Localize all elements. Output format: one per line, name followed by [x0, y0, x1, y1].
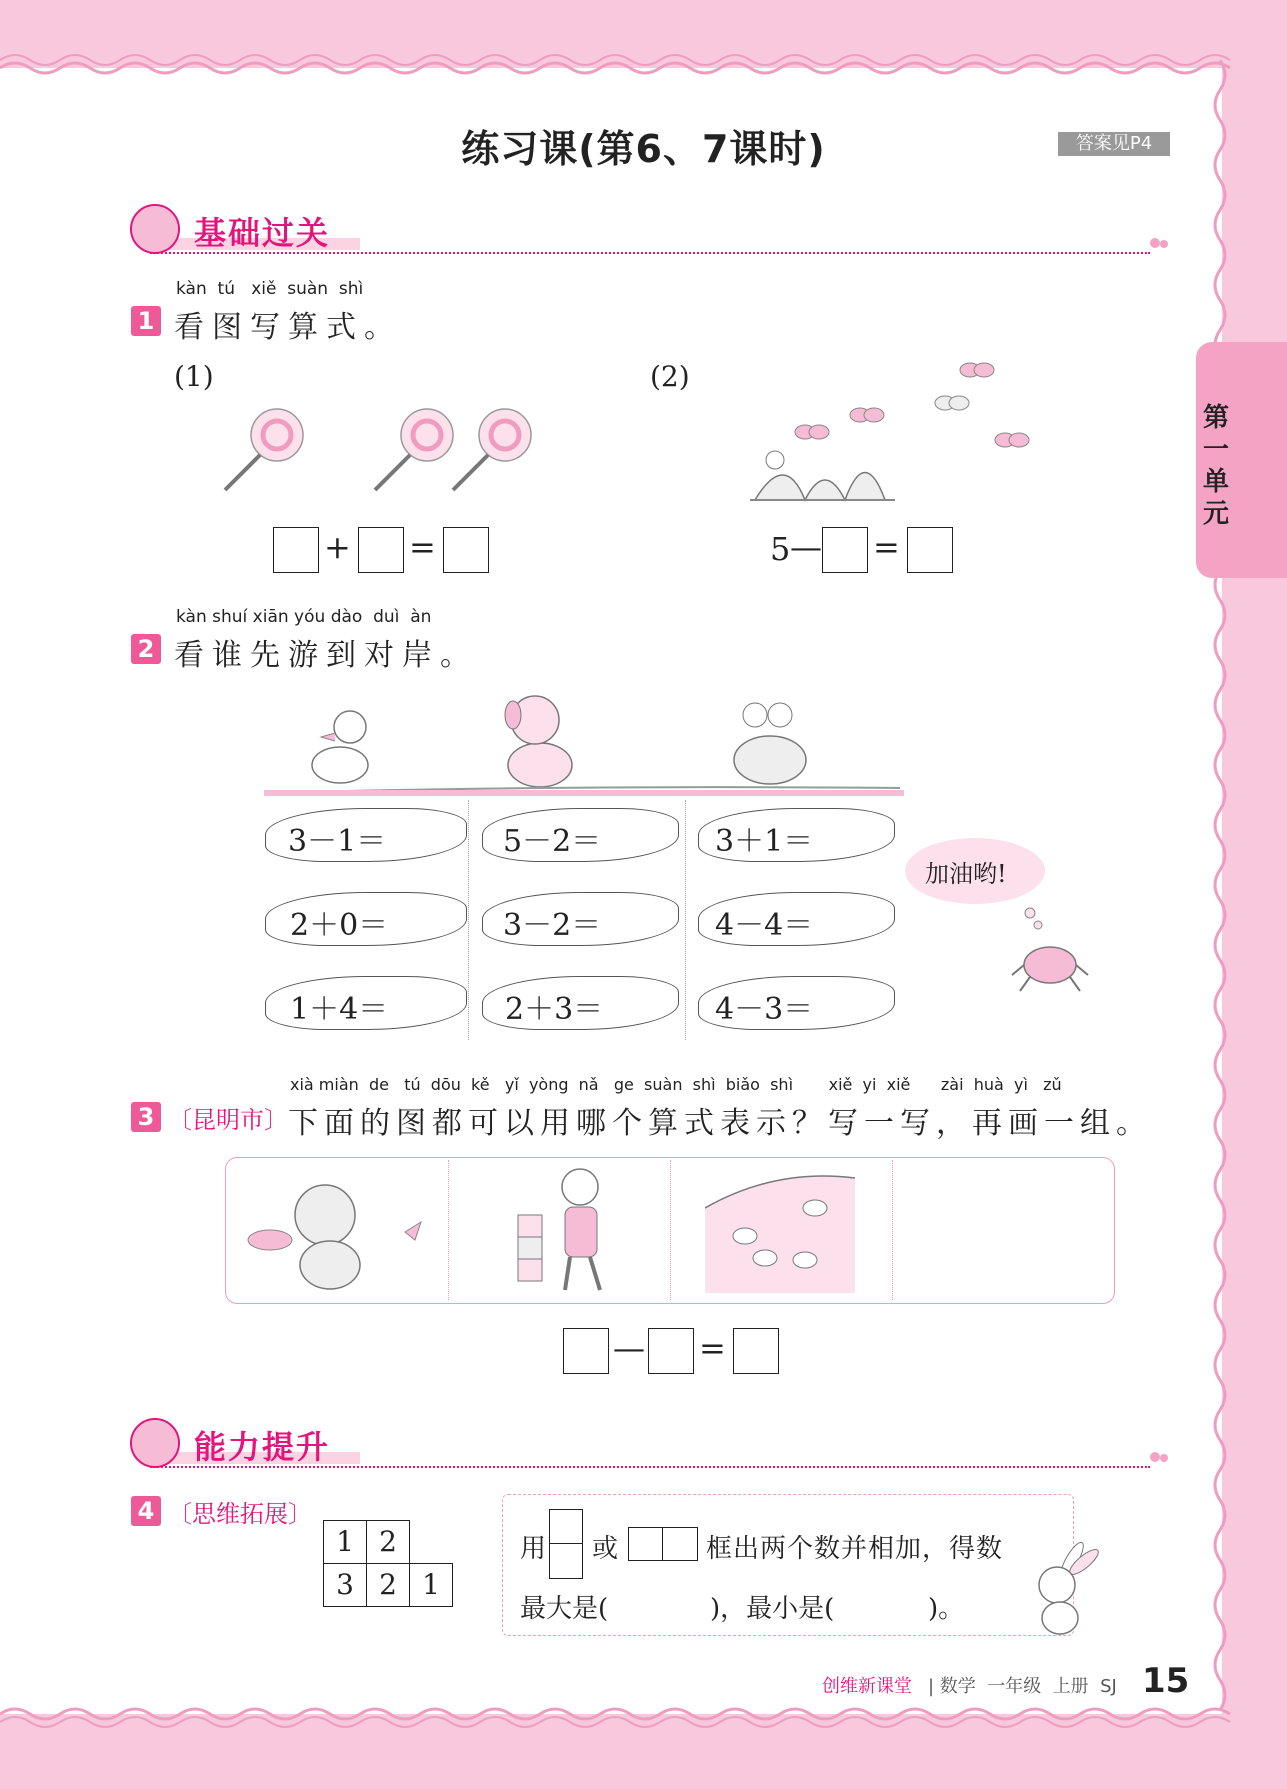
page-number: 15	[1142, 1661, 1190, 1701]
butterfly-icon	[995, 433, 1029, 447]
q1-sub2-label: (2)	[650, 360, 690, 393]
minus-sign: —	[613, 1329, 645, 1367]
frog-icon	[734, 703, 806, 784]
min-answer-blank[interactable]	[840, 1590, 930, 1620]
right-wave-border	[1208, 60, 1238, 1720]
speech-bubble-text: 加油哟!	[925, 860, 1007, 888]
animals-illustration	[255, 685, 905, 795]
section-title-advanced: 能力提升	[194, 1428, 331, 1466]
lollipop-icon	[375, 409, 453, 490]
butterfly-icon	[850, 408, 884, 422]
butterfly-icon	[795, 425, 829, 439]
q1-sub1-label: (1)	[174, 360, 214, 393]
section-divider	[150, 252, 1150, 254]
equation-lane1-row2: 2＋0＝	[290, 908, 389, 943]
q4-prompt-d: 最大是(	[520, 1594, 609, 1624]
max-answer-blank[interactable]	[614, 1590, 704, 1620]
vertical-frame-icon	[549, 1509, 583, 1579]
lollipops-illustration	[215, 405, 540, 495]
rabbit-icon	[1022, 1540, 1102, 1640]
q1-answer-box-1[interactable]	[273, 527, 319, 573]
minus-sign: —	[790, 528, 822, 566]
child-blocks-illustration	[510, 1165, 630, 1295]
butterflies-flowers-illustration	[745, 360, 1045, 510]
section-title-basic: 基础过关	[194, 214, 331, 252]
q3-pinyin: xià miàn de tú dōu kě yǐ yòng nǎ ge suàn shì biǎo shì xiě yi xiě zài huà yì zǔ	[290, 1075, 1062, 1094]
equation-lane1-row3: 1＋4＝	[290, 992, 389, 1027]
q4-prompt-c: 框出两个数并相加，得数	[706, 1534, 1004, 1564]
equation-lane2-row1: 5－2＝	[503, 824, 602, 859]
footer-brand: 创维新课堂	[822, 1676, 912, 1697]
lane-divider	[685, 800, 686, 1040]
panel-divider	[892, 1160, 893, 1300]
q4-category-tag: 〔思维拓展〕	[168, 1500, 312, 1528]
grid-cell: 2	[366, 1520, 410, 1564]
panel-divider	[670, 1160, 671, 1300]
q1-answer-box-4[interactable]	[822, 527, 868, 573]
q3-answer-box-3[interactable]	[733, 1328, 779, 1374]
q3-text: 下面的图都可以用哪个算式表示？写一写，再画一组。	[288, 1106, 1152, 1141]
crab-icon	[1010, 905, 1090, 995]
q3-answer-box-2[interactable]	[648, 1328, 694, 1374]
dot-icon	[1160, 240, 1168, 248]
dog-icon	[505, 696, 572, 787]
equation-lane2-row3: 2＋3＝	[505, 992, 604, 1027]
answer-reference: 答案见P4	[1058, 132, 1170, 156]
dot-icon	[1150, 238, 1160, 248]
equals-sign: =	[873, 528, 900, 566]
page-title: 练习课(第6、7课时)	[461, 127, 826, 171]
q3-region-tag: 〔昆明市〕	[168, 1106, 288, 1134]
grid-cell: 3	[323, 1563, 367, 1607]
q4-prompt-e: )，最小是(	[710, 1594, 835, 1624]
q1-answer-box-3[interactable]	[443, 527, 489, 573]
q2-pinyin: kàn shuí xiān yóu dào duì àn	[176, 607, 432, 627]
equals-sign: =	[409, 528, 436, 566]
q1-text: 看图写算式。	[174, 310, 402, 345]
equation-lane1-row1: 3－1＝	[288, 824, 387, 859]
equation-lane3-row1: 3＋1＝	[715, 824, 814, 859]
q1-number: 1	[131, 306, 161, 336]
monkey-avatar-icon	[130, 1418, 180, 1468]
q2-text: 看谁先游到对岸。	[174, 638, 478, 673]
top-wave-border	[0, 40, 1287, 80]
footer-book-info: | 数学 一年级 上册 SJ	[928, 1676, 1117, 1697]
lane-divider	[468, 800, 469, 1040]
q1-answer-box-2[interactable]	[358, 527, 404, 573]
q4-prompt-a: 用	[520, 1534, 547, 1564]
butterfly-icon	[935, 396, 969, 410]
dot-icon	[1160, 1454, 1168, 1462]
unit-side-tab-label: 第一单元	[1202, 403, 1229, 529]
duck-icon	[312, 711, 368, 783]
butterfly-icon	[960, 363, 994, 377]
lollipop-icon	[225, 409, 303, 490]
lollipop-icon	[453, 409, 531, 490]
panel-divider	[448, 1160, 449, 1300]
q3-number: 3	[131, 1102, 161, 1132]
section-divider	[150, 1466, 1150, 1468]
equation-lane2-row2: 3－2＝	[503, 908, 602, 943]
q2-number: 2	[131, 634, 161, 664]
horizontal-frame-icon	[628, 1527, 698, 1561]
monkey-illustration	[245, 1170, 445, 1295]
dot-icon	[1150, 1452, 1160, 1462]
girl-avatar-icon	[130, 204, 180, 254]
equation-lane3-row2: 4－4＝	[715, 908, 814, 943]
q4-prompt-b: 或	[592, 1534, 619, 1564]
shore-line	[264, 790, 904, 796]
grid-cell: 1	[323, 1520, 367, 1564]
grid-cell: 2	[366, 1563, 410, 1607]
equation-lane3-row3: 4－3＝	[715, 992, 814, 1027]
q3-answer-box-1[interactable]	[563, 1328, 609, 1374]
bottom-wave-border	[0, 1700, 1287, 1740]
equals-sign: =	[699, 1329, 726, 1367]
q4-number: 4	[131, 1496, 161, 1526]
ducklings-pond-illustration	[705, 1168, 860, 1293]
q1-pinyin: kàn tú xiě suàn shì	[176, 279, 364, 299]
q1-answer-box-5[interactable]	[907, 527, 953, 573]
plus-sign: +	[324, 528, 351, 566]
q4-prompt-f: )。	[928, 1594, 965, 1624]
q1-sub2-prefix: 5	[770, 530, 791, 568]
grid-cell: 1	[409, 1563, 453, 1607]
